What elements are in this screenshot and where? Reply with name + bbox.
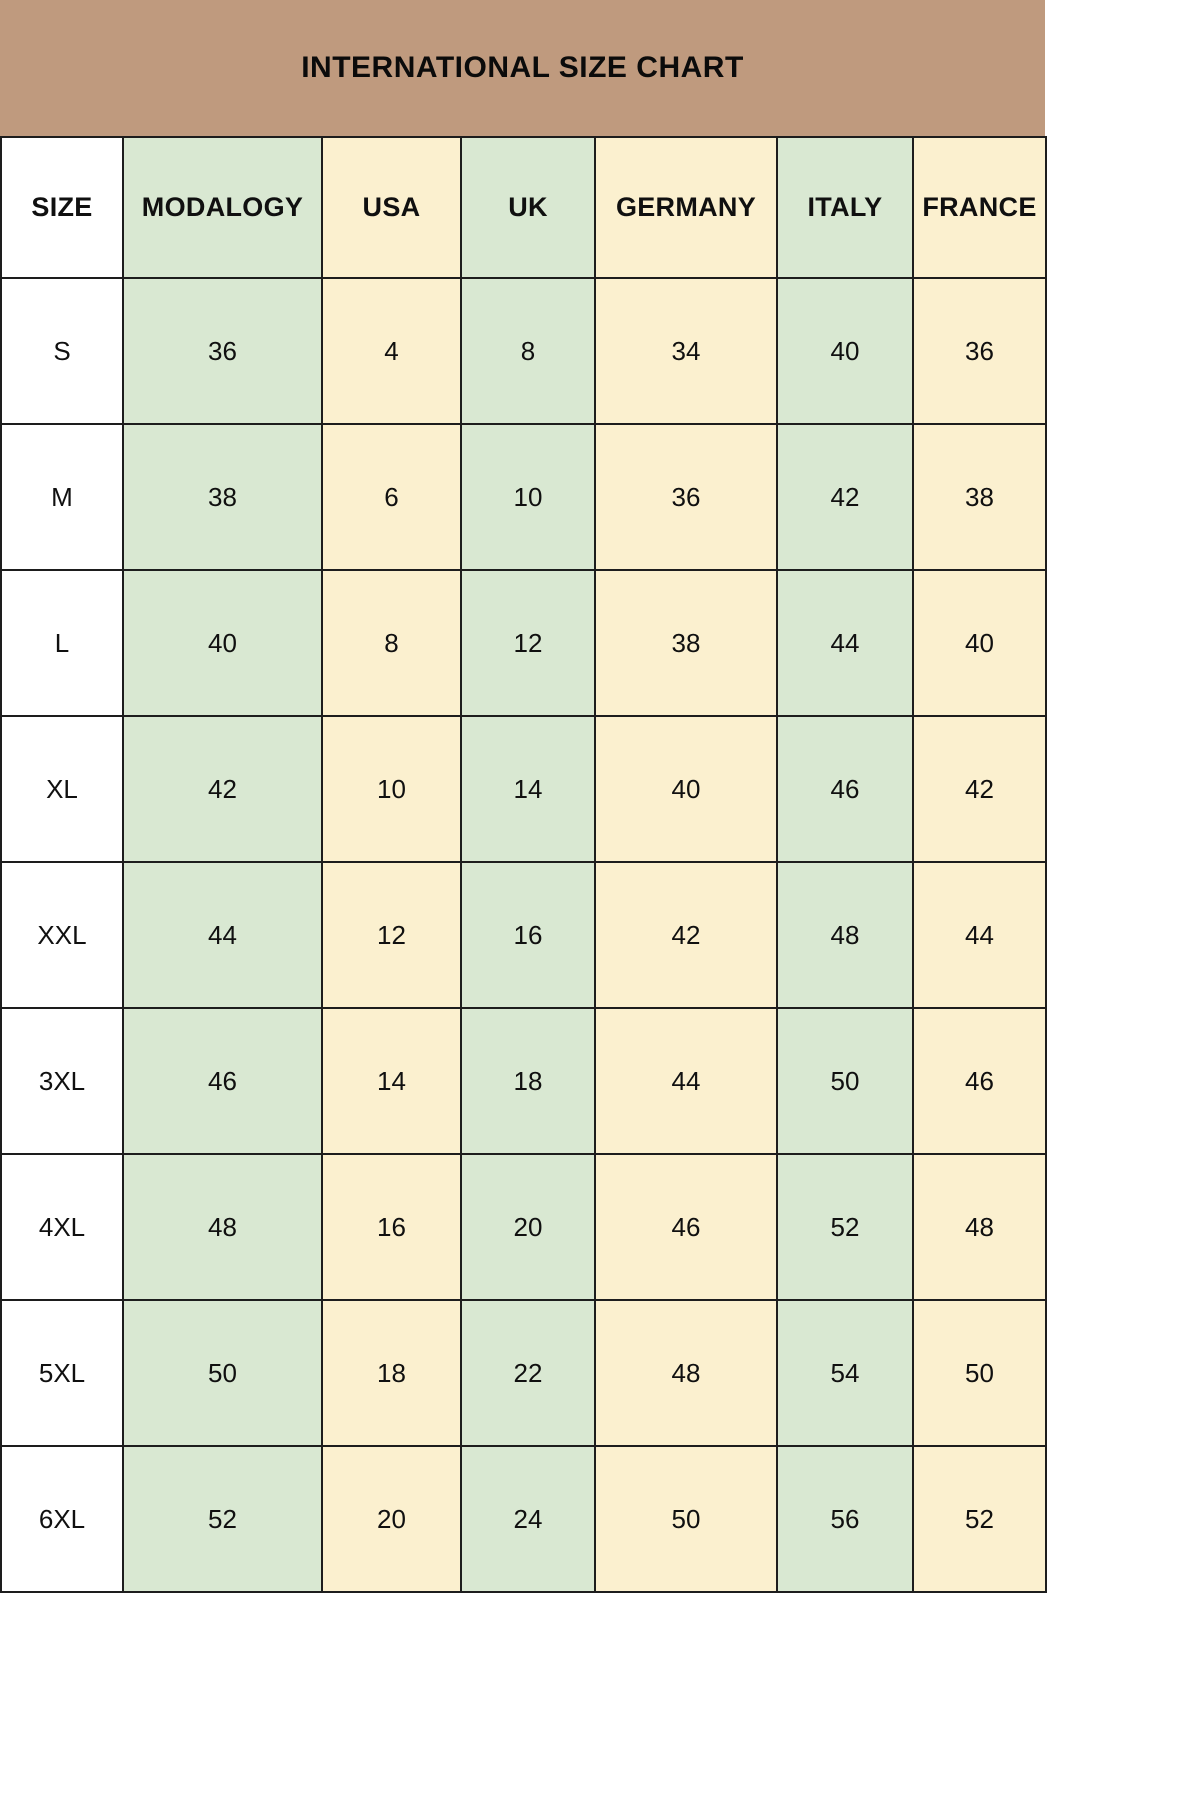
cell-size: L <box>1 570 123 716</box>
cell-france: 46 <box>913 1008 1046 1154</box>
cell-usa: 20 <box>322 1446 461 1592</box>
cell-modalogy: 48 <box>123 1154 322 1300</box>
cell-size: M <box>1 424 123 570</box>
cell-germany: 44 <box>595 1008 777 1154</box>
table-row <box>1 570 1046 716</box>
cell-italy: 54 <box>777 1300 913 1446</box>
table-header <box>1 137 1046 278</box>
cell-uk: 10 <box>461 424 595 570</box>
table-body <box>1 278 1046 1592</box>
column-header-uk: UK <box>461 137 595 278</box>
size-conversion-table <box>0 136 1047 1593</box>
cell-italy: 46 <box>777 716 913 862</box>
cell-germany: 36 <box>595 424 777 570</box>
cell-germany: 42 <box>595 862 777 1008</box>
table-row <box>1 278 1046 424</box>
cell-modalogy: 52 <box>123 1446 322 1592</box>
cell-modalogy: 36 <box>123 278 322 424</box>
cell-uk: 20 <box>461 1154 595 1300</box>
table-row <box>1 1446 1046 1592</box>
cell-germany: 50 <box>595 1446 777 1592</box>
cell-usa: 12 <box>322 862 461 1008</box>
cell-germany: 38 <box>595 570 777 716</box>
column-header-germany: GERMANY <box>595 137 777 278</box>
cell-usa: 18 <box>322 1300 461 1446</box>
cell-size: 3XL <box>1 1008 123 1154</box>
cell-size: XL <box>1 716 123 862</box>
column-header-size: SIZE <box>1 137 123 278</box>
cell-usa: 16 <box>322 1154 461 1300</box>
cell-germany: 48 <box>595 1300 777 1446</box>
column-header-france: FRANCE <box>913 137 1046 278</box>
cell-germany: 34 <box>595 278 777 424</box>
table-row <box>1 424 1046 570</box>
cell-uk: 16 <box>461 862 595 1008</box>
cell-italy: 44 <box>777 570 913 716</box>
table-header-row <box>1 137 1046 278</box>
column-header-usa: USA <box>322 137 461 278</box>
column-header-italy: ITALY <box>777 137 913 278</box>
table-row <box>1 716 1046 862</box>
cell-germany: 46 <box>595 1154 777 1300</box>
table-row <box>1 1300 1046 1446</box>
cell-france: 48 <box>913 1154 1046 1300</box>
cell-usa: 4 <box>322 278 461 424</box>
cell-uk: 8 <box>461 278 595 424</box>
cell-modalogy: 38 <box>123 424 322 570</box>
page-title: INTERNATIONAL SIZE CHART <box>301 51 744 84</box>
cell-france: 44 <box>913 862 1046 1008</box>
cell-france: 52 <box>913 1446 1046 1592</box>
cell-usa: 10 <box>322 716 461 862</box>
cell-italy: 50 <box>777 1008 913 1154</box>
cell-modalogy: 50 <box>123 1300 322 1446</box>
chart-title-bar <box>0 0 1045 136</box>
column-header-modalogy: MODALOGY <box>123 137 322 278</box>
cell-modalogy: 44 <box>123 862 322 1008</box>
cell-uk: 18 <box>461 1008 595 1154</box>
cell-uk: 12 <box>461 570 595 716</box>
cell-size: S <box>1 278 123 424</box>
cell-france: 50 <box>913 1300 1046 1446</box>
cell-size: 4XL <box>1 1154 123 1300</box>
cell-uk: 24 <box>461 1446 595 1592</box>
cell-italy: 48 <box>777 862 913 1008</box>
cell-uk: 14 <box>461 716 595 862</box>
cell-usa: 8 <box>322 570 461 716</box>
cell-size: 5XL <box>1 1300 123 1446</box>
cell-italy: 56 <box>777 1446 913 1592</box>
cell-italy: 42 <box>777 424 913 570</box>
cell-modalogy: 42 <box>123 716 322 862</box>
cell-italy: 40 <box>777 278 913 424</box>
cell-usa: 14 <box>322 1008 461 1154</box>
cell-germany: 40 <box>595 716 777 862</box>
cell-size: XXL <box>1 862 123 1008</box>
cell-italy: 52 <box>777 1154 913 1300</box>
cell-size: 6XL <box>1 1446 123 1592</box>
cell-france: 38 <box>913 424 1046 570</box>
cell-usa: 6 <box>322 424 461 570</box>
cell-modalogy: 40 <box>123 570 322 716</box>
table-row <box>1 1008 1046 1154</box>
cell-france: 36 <box>913 278 1046 424</box>
table-row <box>1 862 1046 1008</box>
table-row <box>1 1154 1046 1300</box>
cell-france: 40 <box>913 570 1046 716</box>
cell-modalogy: 46 <box>123 1008 322 1154</box>
cell-france: 42 <box>913 716 1046 862</box>
cell-uk: 22 <box>461 1300 595 1446</box>
